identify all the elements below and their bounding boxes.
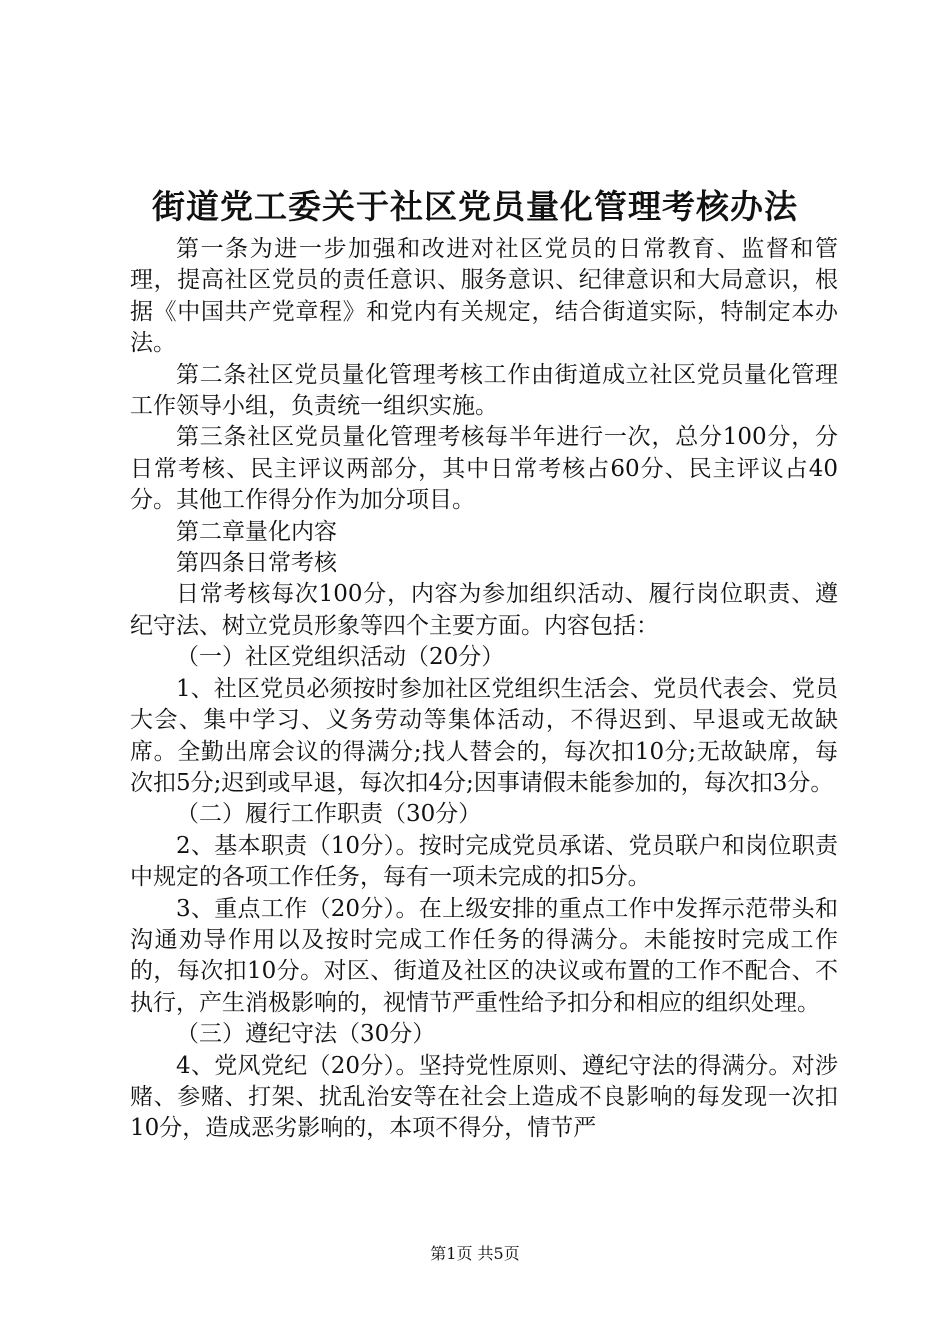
document-body [130,234,838,1145]
page-footer: 第1页 共5页 [430,1244,520,1263]
paragraph-item-1: 1、社区党员必须按时参加社区党组织生活会、党员代表会、党员大会、集中学习、义务劳动等集体活动，不得迟到、早退或无故缺席。全勤出席会议的得满分;找人替会的，每次扣10分;无故缺席，每次扣5分;迟到或早退，每次扣4分;因事请假未能参加的，每次扣3分。 [130,675,838,796]
paragraph-daily-assessment: 日常考核每次100分，内容为参加组织活动、履行岗位职责、遵纪守法、树立党员形象等四个主要方面。内容包括： [130,581,838,639]
paragraph-item-3: 3、重点工作（20分）。在上级安排的重点工作中发挥示范带头和沟通劝导作用以及按时完成工作任务的得满分。未能按时完成工作的，每次扣10分。对区、街道及社区的决议或布置的工作不配合、不执行，产生消极影响的，视情节严重性给予扣分和相应的组织处理。 [130,895,838,1016]
section-heading-3: （三）遵纪守法（30分） [176,1021,436,1048]
section-heading-1: （一）社区党组织活动（20分） [176,644,505,671]
document-title: 街道党工委关于社区党员量化管理考核办法 [152,187,798,226]
paragraph-article-2: 第二条社区党员量化管理考核工作由街道成立社区党员量化管理工作领导小组，负责统一组织实施。 [130,361,838,420]
paragraph-article-3: 第三条社区党员量化管理考核每半年进行一次，总分100分，分日常考核、民主评议两部分，其中日常考核占60分、民主评议占40分。其他工作得分作为加分项目。 [130,424,838,514]
paragraph-item-4: 4、党风党纪（20分）。坚持党性原则、遵纪守法的得满分。对涉赌、参赌、打架、扰乱治安等在社会上造成不良影响的每发现一次扣10分，造成恶劣影响的，本项不得分，情节严 [130,1052,838,1142]
chapter-heading: 第二章量化内容 [176,518,337,545]
paragraph-item-2: 2、基本职责（10分）。按时完成党员承诺、党员联户和岗位职责中规定的各项工作任务，每有一项未完成的扣5分。 [130,832,838,891]
paragraph-article-1: 第一条为进一步加强和改进对社区党员的日常教育、监督和管理，提高社区党员的责任意识、服务意识、纪律意识和大局意识，根据《中国共产党章程》和党内有关规定，结合街道实际，特制定本办法。 [130,236,838,357]
section-heading-2: （二）履行工作职责（30分） [176,801,482,828]
paragraph-article-4: 第四条日常考核 [176,550,337,577]
